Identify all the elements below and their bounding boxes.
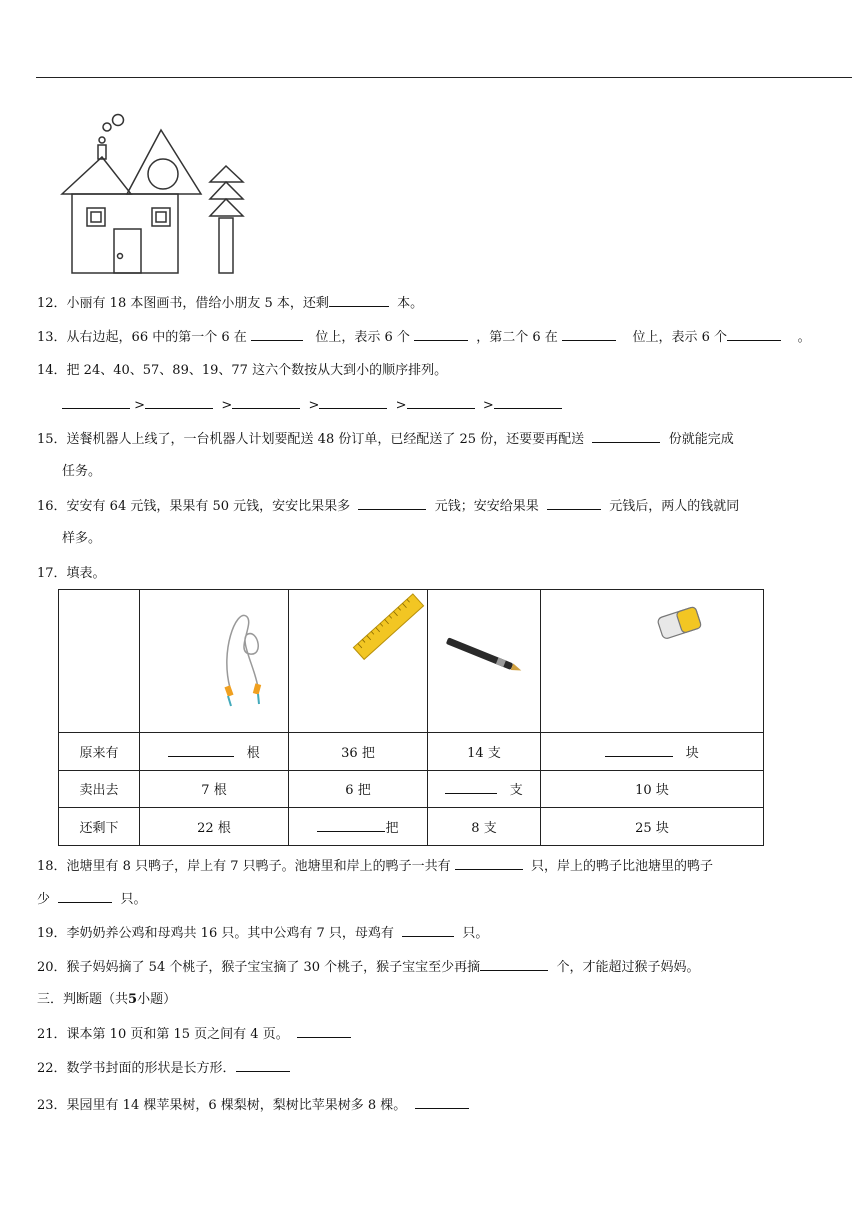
question-19: 19．李奶奶养公鸡和母鸡共 16 只。其中公鸡有 7 只，母鸡有 只。 <box>37 926 489 941</box>
ordering-blanks: > > > > > <box>62 396 562 415</box>
table-cell: 8 支 <box>428 808 541 846</box>
table-cell: 36 把 <box>289 733 428 771</box>
question-16-line2: 样多。 <box>62 531 102 546</box>
table-cell: 14 支 <box>428 733 541 771</box>
question-23: 23．果园里有 14 棵苹果树，6 棵梨树，梨树比苹果树多 8 棵。 <box>37 1096 469 1115</box>
roof-left-triangle <box>62 157 131 194</box>
smoke-circle-medium <box>103 123 111 131</box>
smoke-circle-small <box>99 137 105 143</box>
answer-blank[interactable] <box>402 924 454 937</box>
door <box>114 229 141 273</box>
table-cell: 25 块 <box>541 808 764 846</box>
question-17: 17．填表。 <box>37 566 106 581</box>
answer-blank[interactable] <box>455 857 523 870</box>
tree-trunk <box>219 218 233 273</box>
row-label: 还剩下 <box>59 808 140 846</box>
table-row <box>59 808 764 846</box>
pen-icon <box>428 590 540 728</box>
answer-blank[interactable] <box>329 294 389 307</box>
question-15-line2: 任务。 <box>62 464 102 479</box>
answer-blank[interactable] <box>605 744 673 757</box>
roof-right-triangle <box>127 130 201 194</box>
answer-blank[interactable] <box>232 396 300 409</box>
answer-blank[interactable] <box>168 744 234 757</box>
question-20: 20．猴子妈妈摘了 54 个桃子，猴子宝宝摘了 30 个桃子，猴子宝宝至少再摘 个，才能超过猴子妈妈。 <box>37 960 700 975</box>
answer-blank[interactable] <box>415 1096 469 1109</box>
house-body <box>72 194 178 273</box>
table-corner-cell <box>59 590 140 733</box>
answer-blank[interactable] <box>592 430 660 443</box>
table-row <box>59 733 764 771</box>
table-cell: 6 把 <box>289 770 428 808</box>
answer-blank[interactable] <box>62 396 130 409</box>
table-cell: 根 <box>140 733 289 771</box>
table-cell: 支 <box>428 770 541 808</box>
eraser-icon <box>541 590 763 728</box>
table-row <box>59 590 764 733</box>
tree-bottom-triangle <box>210 199 243 216</box>
answer-blank[interactable] <box>494 396 562 409</box>
question-13: 13．从右边起，66 中的第一个 6 在 位上，表示 6 个 ，第二个 6 在 位上，表示 6 个 。 <box>37 330 811 345</box>
fill-table <box>58 589 764 846</box>
jump-rope-icon <box>140 590 288 728</box>
answer-blank[interactable] <box>445 781 497 794</box>
table-cell: 把 <box>289 808 428 846</box>
row-label: 卖出去 <box>59 770 140 808</box>
roof-circle <box>148 159 178 189</box>
table-cell: 10 块 <box>541 770 764 808</box>
question-21: 21．课本第 10 页和第 15 页之间有 4 页。 <box>37 1025 351 1044</box>
answer-blank[interactable] <box>319 396 387 409</box>
section-3-heading: 三．判断题（共5小题） <box>37 992 177 1007</box>
ruler-cell <box>289 590 428 733</box>
jump-rope-cell <box>140 590 289 733</box>
question-16: 16．安安有 64 元钱，果果有 50 元钱，安安比果果多 元钱；安安给果果 元钱后，两人的钱就同 <box>37 499 740 514</box>
row-label: 原来有 <box>59 733 140 771</box>
window-right <box>152 208 170 226</box>
answer-blank[interactable] <box>562 328 616 341</box>
question-18: 18．池塘里有 8 只鸭子，岸上有 7 只鸭子。池塘里和岸上的鸭子一共有 只，岸上的鸭子比池塘里的鸭子 <box>37 859 714 874</box>
answer-blank[interactable] <box>297 1025 351 1038</box>
answer-blank[interactable] <box>58 890 112 903</box>
question-22: 22．数学书封面的形状是长方形． <box>37 1059 290 1078</box>
smoke-circle-large <box>113 115 124 126</box>
answer-blank[interactable] <box>547 497 601 510</box>
tree-middle-triangle <box>210 182 243 199</box>
table-cell: 块 <box>541 733 764 771</box>
question-12: 12．小丽有 18 本图画书，借给小朋友 5 本，还剩 本。 <box>37 296 424 311</box>
answer-blank[interactable] <box>251 328 303 341</box>
house-figure <box>58 108 248 278</box>
answer-blank[interactable] <box>480 958 548 971</box>
question-15: 15．送餐机器人上线了，一台机器人计划要配送 48 份订单，已经配送了 25 份，还要要再配送 份就能完成 <box>37 432 734 447</box>
table-cell: 7 根 <box>140 770 289 808</box>
tree-top-triangle <box>210 166 243 182</box>
window-left <box>87 208 105 226</box>
question-14: 14．把 24、40、57、89、19、77 这六个数按从大到小的顺序排列。 <box>37 363 448 378</box>
answer-blank[interactable] <box>145 396 213 409</box>
header-rule <box>36 77 852 78</box>
table-row <box>59 770 764 808</box>
question-18-line2: 少 只。 <box>37 892 147 907</box>
pen-cell <box>428 590 541 733</box>
ruler-icon <box>289 590 427 728</box>
answer-blank[interactable] <box>414 328 468 341</box>
answer-blank[interactable] <box>727 328 781 341</box>
answer-blank[interactable] <box>236 1059 290 1072</box>
answer-blank[interactable] <box>407 396 475 409</box>
table-cell: 22 根 <box>140 808 289 846</box>
eraser-cell <box>541 590 764 733</box>
answer-blank[interactable] <box>317 819 385 832</box>
door-knob <box>118 254 123 259</box>
answer-blank[interactable] <box>358 497 426 510</box>
